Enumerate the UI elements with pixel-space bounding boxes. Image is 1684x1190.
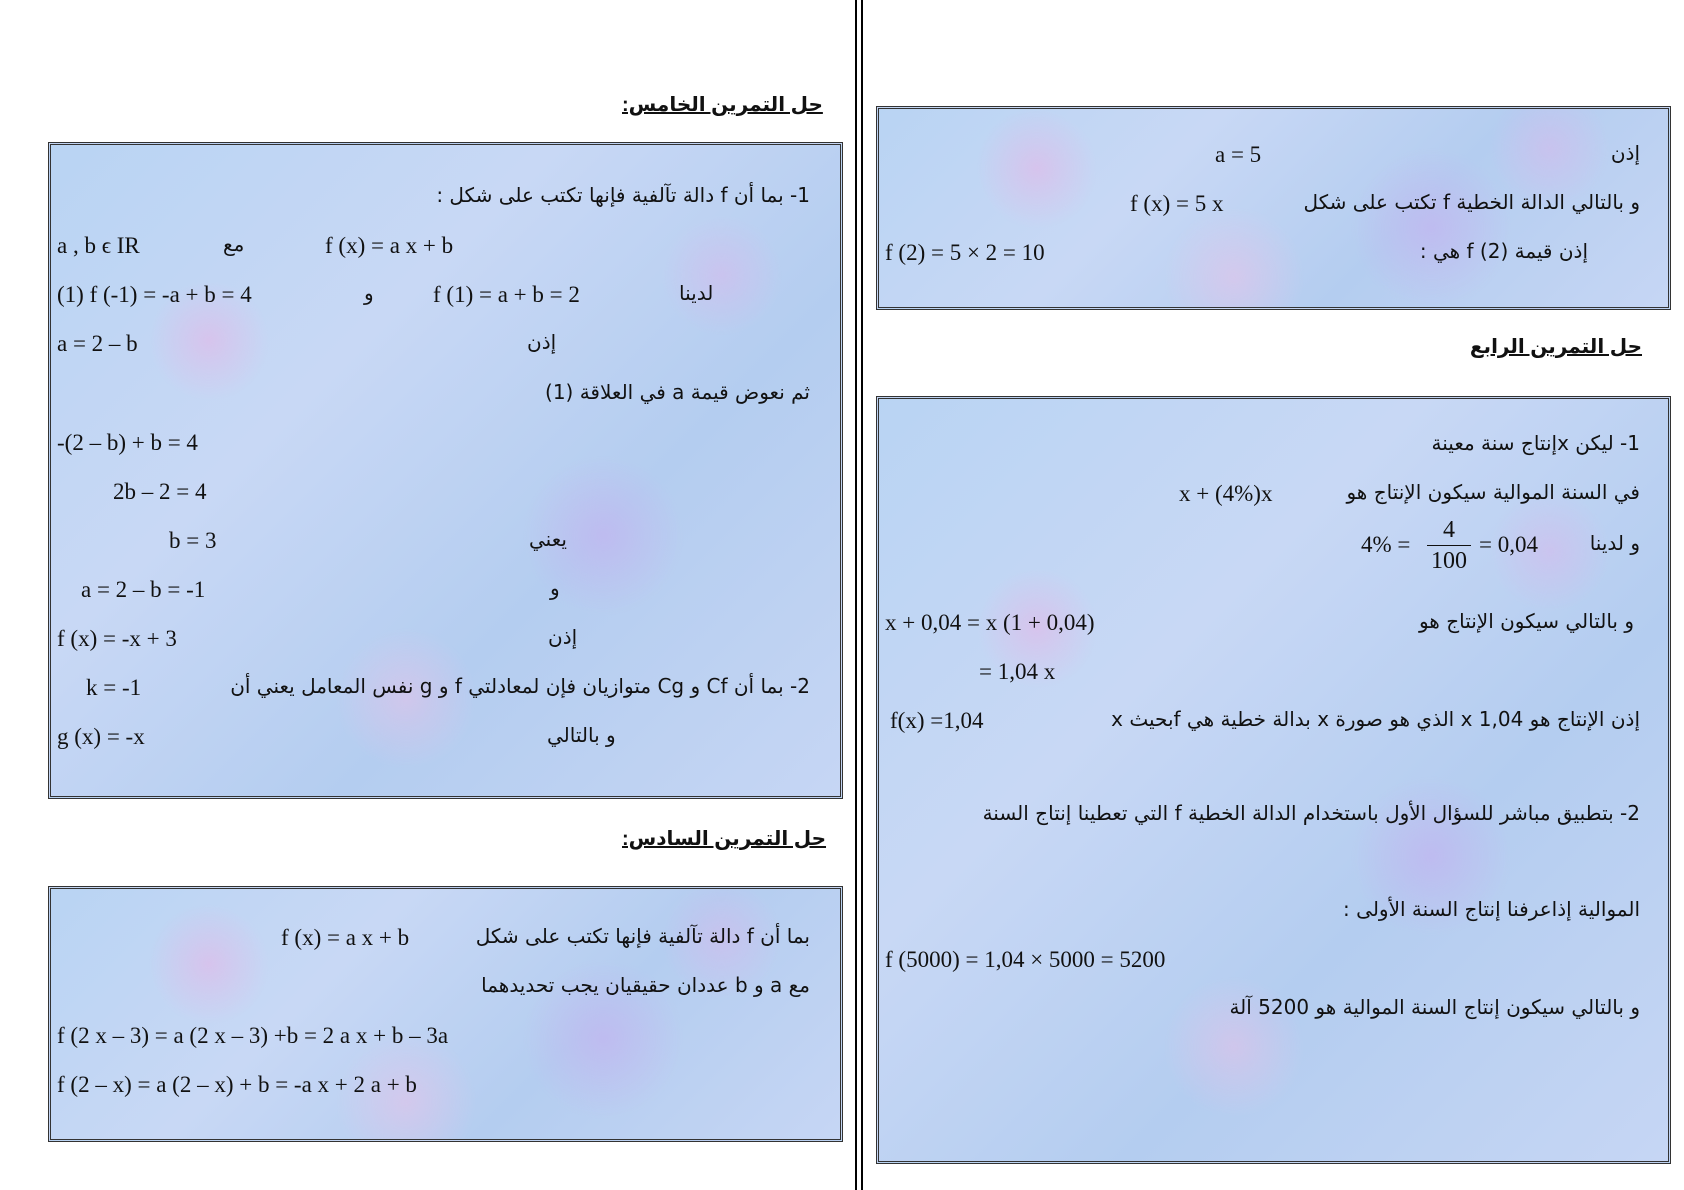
linear-form-text: و بالتالي الدالة الخطية f تكتب على شكل — [1303, 190, 1640, 214]
ex5-gx: g (x) = -x — [57, 724, 145, 749]
ex4-line-4-text: و بالتالي سيكون الإنتاج هو — [1418, 609, 1634, 633]
ex5-b-eq: b = 3 — [169, 528, 217, 553]
ex6-line-4: f (2 – x) = a (2 – x) + b = -a x + 2 a + b — [57, 1072, 417, 1097]
ex5-wa-1: و — [364, 281, 374, 305]
ex4-line-7: 2- بتطبيق مباشر للسؤال الأول باستخدام الدالة الخطية f التي تعطينا إنتاج السنة — [982, 801, 1640, 825]
ex4-line-3-text: و لدينا — [1589, 531, 1640, 555]
ex5-line-7: 2b – 2 = 4 — [113, 479, 207, 504]
fraction-denominator: 100 — [1431, 548, 1467, 574]
ex5-wa-2: و — [550, 576, 560, 600]
ex4-line-8: الموالية إذاعرفنا إنتاج السنة الأولى : — [1343, 897, 1640, 921]
ex5-ladayna: لدينا — [679, 281, 714, 305]
ex4-line-5-math: = 1,04 x — [979, 659, 1056, 684]
fraction-bar — [1427, 545, 1471, 546]
value-text: إذن قيمة f (2) هي : — [1419, 239, 1588, 263]
ex4-line-2-math: x + (4%)x — [1179, 481, 1273, 506]
ex5-idhan-1: إذن — [527, 330, 557, 354]
page-divider-right — [861, 0, 863, 1190]
heading-exercise-4: حل التمرين الرابع — [1469, 336, 1642, 358]
ex5-k-value: k = -1 — [86, 675, 142, 700]
page-divider-left — [855, 0, 857, 1190]
ex5-idhan-2: إذن — [548, 625, 578, 649]
fraction — [1427, 518, 1471, 573]
ex5-line-11-text: 2- بما أن Cf و Cg متوازيان فإن لمعادلتي f و g نفس المعامل يعني أن — [230, 674, 810, 698]
ex5-line-5: ثم نعوض قيمة a في العلاقة (1) — [545, 380, 810, 404]
ex6-line-3: f (2 x – 3) = a (2 x – 3) +b = 2 a x + b – 3a — [57, 1023, 449, 1048]
idhan-label: إذن — [1610, 141, 1640, 165]
ex5-eq1: (1) f (-1) = -a + b = 4 — [57, 282, 252, 307]
f2-equation: f (2) = 5 × 2 = 10 — [885, 240, 1045, 265]
ex5-eq2: f (1) = a + b = 2 — [433, 282, 580, 307]
ex6-line-1-text: بما أن f دالة تآلفية فإنها تكتب على شكل — [475, 924, 810, 948]
ex5-ma: مع — [223, 232, 245, 256]
exercise-3-box — [876, 106, 1671, 310]
a-equation: a = 5 — [1215, 142, 1262, 167]
ex4-line-9-math: f (5000) = 1,04 × 5000 = 5200 — [885, 947, 1166, 972]
ex5-fx: f (x) = a x + b — [325, 233, 454, 258]
ex4-line-6-text: إذن الإنتاج هو 1,04 x الذي هو صورة x بدالة خطية هي fبحيث x — [1111, 707, 1640, 731]
ex5-a-value: a = 2 – b = -1 — [81, 577, 206, 602]
fraction-numerator: 4 — [1443, 517, 1455, 543]
ex5-yani: يعني — [529, 527, 567, 551]
heading-exercise-6: حل التمرين السادس: — [622, 828, 827, 850]
exercise-5-box — [48, 142, 843, 799]
ex5-line-1: 1- بما أن f دالة تآلفية فإنها تكتب على شكل : — [436, 183, 810, 207]
ex4-line-4-math: x + 0,04 = x (1 + 0,04) — [885, 610, 1095, 635]
ex4-line-2-text: في السنة الموالية سيكون الإنتاج هو — [1346, 480, 1640, 504]
ex5-a-eq: a = 2 – b — [57, 331, 138, 356]
ex4-line-10: و بالتالي سيكون إنتاج السنة الموالية هو 5200 آلة — [1229, 995, 1640, 1019]
exercise-6-box — [48, 886, 843, 1142]
exercise-4-box — [876, 396, 1671, 1164]
fx-equation: f (x) = 5 x — [1130, 191, 1224, 216]
ex5-fx-result: f (x) = -x + 3 — [57, 626, 177, 651]
heading-exercise-5: حل التمرين الخامس: — [622, 94, 823, 116]
decimal-value: = 0,04 — [1479, 532, 1538, 557]
ex6-line-1-math: f (x) = a x + b — [281, 925, 410, 950]
ex5-line-6: -(2 – b) + b = 4 — [57, 430, 198, 455]
percent-label: 4% = — [1361, 532, 1411, 557]
ex4-line-6-math: f(x) =1,04 — [890, 708, 984, 733]
ex6-line-2: مع a و b عددان حقيقيان يجب تحديدهما — [481, 973, 810, 997]
ex4-line-1: 1- ليكن xإنتاج سنة معينة — [1431, 431, 1640, 455]
ex5-ab-domain: a , b ϵ IR — [57, 233, 140, 258]
ex5-wabittali: و بالتالي — [547, 723, 616, 747]
